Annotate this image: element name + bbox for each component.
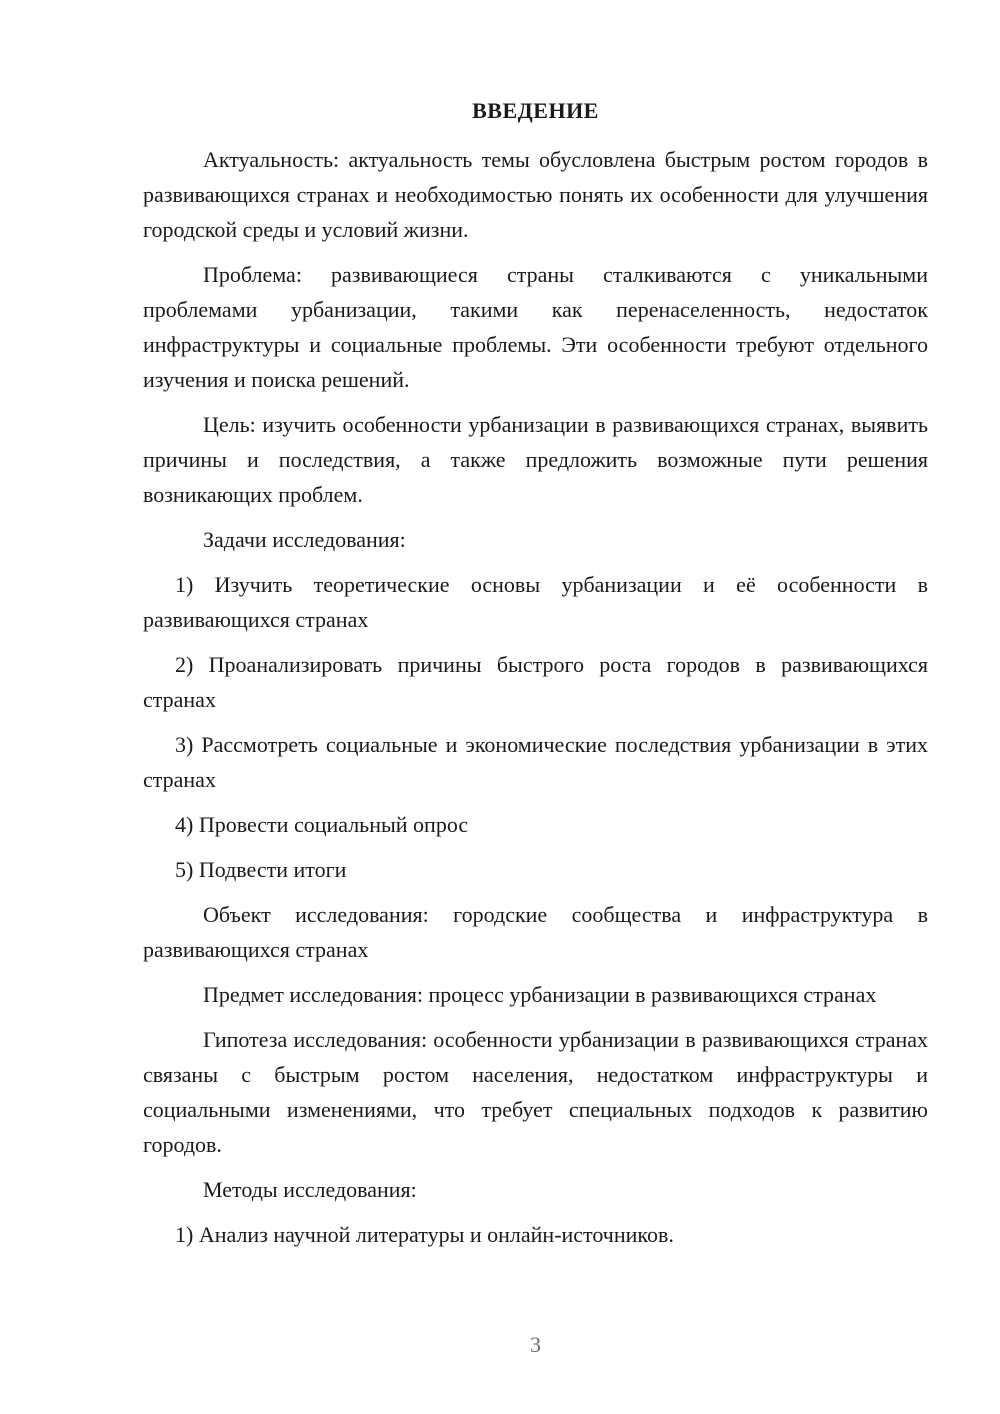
page-number: 3 [530, 1332, 541, 1357]
paragraph-methods-heading: Методы исследования: [203, 1177, 417, 1202]
task-item-3: 3) Рассмотреть социальные и экономические последствия урбанизации в этих странах [143, 732, 928, 792]
task-item-2: 2) Проанализировать причины быстрого роста городов в развивающихся странах [143, 652, 928, 712]
paragraph-object: Объект исследования: городские сообщества и инфраструктура в развивающихся странах [143, 902, 928, 962]
paragraph-hypothesis: Гипотеза исследования: особенности урбанизации в развивающихся странах связаны с быстрым ростом населения, недостатком инфраструктуры и социальными изменениями, что требует специальных подходов к развитию городов. [143, 1027, 928, 1157]
paragraph-relevance: Актуальность: актуальность темы обусловлена быстрым ростом городов в развивающихся странах и необходимостью понять их особенности для улучшения городской среды и условий жизни. [143, 147, 928, 242]
task-item-1: 1) Изучить теоретические основы урбанизации и её особенности в развивающихся странах [143, 572, 928, 632]
section-heading: ВВЕДЕНИЕ [472, 98, 599, 123]
paragraph-goal: Цель: изучить особенности урбанизации в развивающихся странах, выявить причины и последствия, а также предложить возможные пути решения возникающих проблем. [143, 412, 928, 507]
paragraph-problem: Проблема: развивающиеся страны сталкиваются с уникальными проблемами урбанизации, такими как перенаселенность, недостаток инфраструктуры и социальные проблемы. Эти особенности требуют отдельного изучения и поиска решений. [143, 262, 928, 392]
method-item-1: 1) Анализ научной литературы и онлайн-источников. [175, 1222, 674, 1247]
paragraph-subject: Предмет исследования: процесс урбанизации в развивающихся странах [203, 982, 877, 1007]
paragraph-tasks-heading: Задачи исследования: [203, 527, 406, 552]
body-text [143, 142, 928, 1262]
task-item-4: 4) Провести социальный опрос [175, 812, 469, 837]
task-item-5: 5) Подвести итоги [175, 857, 347, 882]
